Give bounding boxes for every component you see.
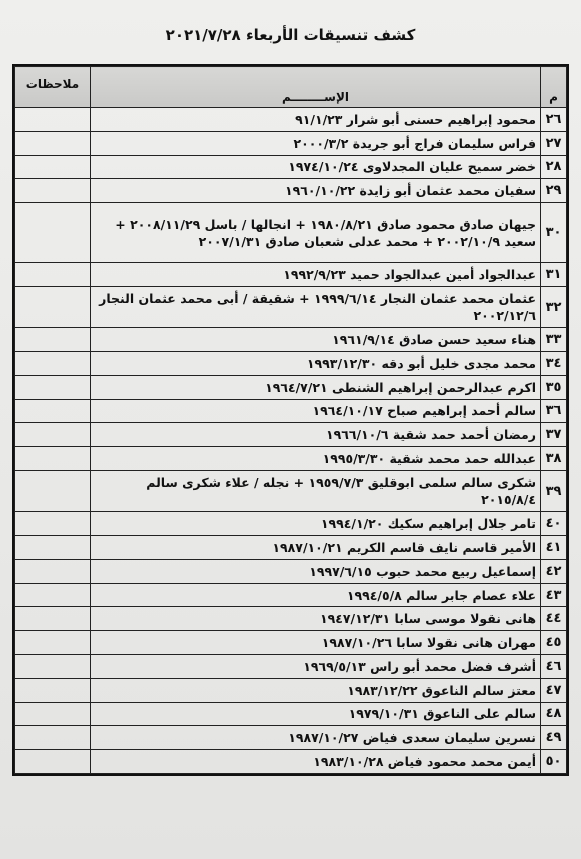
row-notes bbox=[15, 512, 91, 536]
row-notes bbox=[15, 631, 91, 655]
row-notes bbox=[15, 654, 91, 678]
row-number: ٤٣ bbox=[541, 583, 567, 607]
table-row bbox=[15, 203, 567, 263]
row-number: ٥٠ bbox=[541, 750, 567, 774]
table-row bbox=[15, 108, 567, 132]
table-row bbox=[15, 470, 567, 511]
row-notes bbox=[15, 726, 91, 750]
table-row bbox=[15, 155, 567, 179]
row-number: ٣١ bbox=[541, 263, 567, 287]
row-notes bbox=[15, 328, 91, 352]
row-number: ٣٦ bbox=[541, 399, 567, 423]
row-name: هانى نقولا موسى سابا ١٩٤٧/١٢/٣١ bbox=[91, 607, 541, 631]
table-row bbox=[15, 583, 567, 607]
row-notes bbox=[15, 155, 91, 179]
row-number: ٤٤ bbox=[541, 607, 567, 631]
names-table bbox=[14, 66, 567, 774]
row-notes bbox=[15, 352, 91, 376]
row-name: معتز سالم الناعوق ١٩٨٣/١٢/٢٢ bbox=[91, 678, 541, 702]
row-name: عبدالجواد أمين عبدالجواد حميد ١٩٩٢/٩/٢٣ bbox=[91, 263, 541, 287]
table-row bbox=[15, 631, 567, 655]
row-notes bbox=[15, 447, 91, 471]
row-name: هناء سعيد حسن صادق ١٩٦١/٩/١٤ bbox=[91, 328, 541, 352]
table-row bbox=[15, 328, 567, 352]
table-row bbox=[15, 131, 567, 155]
row-name: علاء عصام جابر سالم ١٩٩٤/٥/٨ bbox=[91, 583, 541, 607]
row-name: جيهان صادق محمود صادق ١٩٨٠/٨/٢١ + انجالها / باسل ٢٠٠٨/١١/٢٩ + سعيد ٢٠٠٢/١٠/٩ + محمد عدلى شعبان صادق ٢٠٠٧/١/٣١ bbox=[91, 203, 541, 263]
header-number: م bbox=[541, 67, 567, 108]
row-number: ٣٩ bbox=[541, 470, 567, 511]
row-notes bbox=[15, 678, 91, 702]
row-name: اكرم عبدالرحمن إبراهيم الشنطى ١٩٦٤/٧/٢١ bbox=[91, 375, 541, 399]
row-number: ٤٢ bbox=[541, 559, 567, 583]
names-table-frame bbox=[12, 64, 569, 776]
table-row bbox=[15, 536, 567, 560]
table-header-row bbox=[15, 67, 567, 108]
row-number: ٢٩ bbox=[541, 179, 567, 203]
row-notes bbox=[15, 203, 91, 263]
row-number: ٣٠ bbox=[541, 203, 567, 263]
row-number: ٣٣ bbox=[541, 328, 567, 352]
table-row bbox=[15, 263, 567, 287]
row-notes bbox=[15, 375, 91, 399]
header-name: الإســــــــم bbox=[91, 67, 541, 108]
row-number: ٤٠ bbox=[541, 512, 567, 536]
table-row bbox=[15, 559, 567, 583]
table-row bbox=[15, 179, 567, 203]
row-notes bbox=[15, 607, 91, 631]
row-name: سالم على الناعوق ١٩٧٩/١٠/٣١ bbox=[91, 702, 541, 726]
row-notes bbox=[15, 286, 91, 327]
table-row bbox=[15, 512, 567, 536]
row-number: ٤٥ bbox=[541, 631, 567, 655]
table-row bbox=[15, 286, 567, 327]
row-notes bbox=[15, 399, 91, 423]
row-notes bbox=[15, 263, 91, 287]
header-notes: ملاحظات bbox=[15, 67, 91, 108]
row-notes bbox=[15, 470, 91, 511]
row-number: ٤٧ bbox=[541, 678, 567, 702]
row-name: سفيان محمد عثمان أبو زايدة ١٩٦٠/١٠/٢٢ bbox=[91, 179, 541, 203]
table-row bbox=[15, 702, 567, 726]
row-number: ٣٥ bbox=[541, 375, 567, 399]
table-row bbox=[15, 447, 567, 471]
table-row bbox=[15, 678, 567, 702]
table-row bbox=[15, 375, 567, 399]
table-row bbox=[15, 423, 567, 447]
row-number: ٣٧ bbox=[541, 423, 567, 447]
row-name: شكرى سالم سلمى ابوقليق ١٩٥٩/٧/٣ + نجله / علاء شكرى سالم ٢٠١٥/٨/٤ bbox=[91, 470, 541, 511]
row-name: سالم أحمد إبراهيم صباح ١٩٦٤/١٠/١٧ bbox=[91, 399, 541, 423]
row-notes bbox=[15, 750, 91, 774]
table-row bbox=[15, 750, 567, 774]
row-notes bbox=[15, 536, 91, 560]
row-number: ٣٢ bbox=[541, 286, 567, 327]
row-name: فراس سليمان فراج أبو جريدة ٢٠٠٠/٣/٢ bbox=[91, 131, 541, 155]
row-notes bbox=[15, 702, 91, 726]
row-notes bbox=[15, 108, 91, 132]
row-name: أشرف فضل محمد أبو راس ١٩٦٩/٥/١٣ bbox=[91, 654, 541, 678]
row-notes bbox=[15, 131, 91, 155]
document-title: كشف تنسيقات الأربعاء ٢٠٢١/٧/٢٨ bbox=[165, 26, 416, 44]
row-name: الأمير قاسم نايف قاسم الكريم ١٩٨٧/١٠/٢١ bbox=[91, 536, 541, 560]
row-name: محمد مجدى خليل أبو دقه ١٩٩٣/١٢/٣٠ bbox=[91, 352, 541, 376]
row-name: خضر سميح عليان المجدلاوى ١٩٧٤/١٠/٢٤ bbox=[91, 155, 541, 179]
row-notes bbox=[15, 583, 91, 607]
row-name: محمود إبراهيم حسنى أبو شرار ٩١/١/٢٣ bbox=[91, 108, 541, 132]
row-number: ٢٦ bbox=[541, 108, 567, 132]
row-name: مهران هانى نقولا سابا ١٩٨٧/١٠/٢٦ bbox=[91, 631, 541, 655]
table-body bbox=[15, 108, 567, 774]
table-row bbox=[15, 654, 567, 678]
row-number: ٤٩ bbox=[541, 726, 567, 750]
row-number: ٤١ bbox=[541, 536, 567, 560]
table-row bbox=[15, 607, 567, 631]
row-name: أيمن محمد محمود فياض ١٩٨٣/١٠/٢٨ bbox=[91, 750, 541, 774]
row-notes bbox=[15, 423, 91, 447]
row-name: تامر جلال إبراهيم سكيك ١٩٩٤/١/٢٠ bbox=[91, 512, 541, 536]
row-number: ٣٤ bbox=[541, 352, 567, 376]
row-name: رمضان أحمد حمد شقية ١٩٦٦/١٠/٦ bbox=[91, 423, 541, 447]
row-number: ٣٨ bbox=[541, 447, 567, 471]
row-number: ٤٨ bbox=[541, 702, 567, 726]
row-number: ٢٧ bbox=[541, 131, 567, 155]
table-row bbox=[15, 726, 567, 750]
row-notes bbox=[15, 559, 91, 583]
row-number: ٢٨ bbox=[541, 155, 567, 179]
row-name: عبدالله حمد محمد شقية ١٩٩٥/٣/٣٠ bbox=[91, 447, 541, 471]
row-name: عثمان محمد عثمان النجار ١٩٩٩/٦/١٤ + شقيقة / أبى محمد عثمان النجار ٢٠٠٢/١٢/٦ bbox=[91, 286, 541, 327]
row-notes bbox=[15, 179, 91, 203]
row-name: نسرين سليمان سعدى فياض ١٩٨٧/١٠/٢٧ bbox=[91, 726, 541, 750]
table-row bbox=[15, 352, 567, 376]
row-number: ٤٦ bbox=[541, 654, 567, 678]
row-name: إسماعيل ربيع محمد حبوب ١٩٩٧/٦/١٥ bbox=[91, 559, 541, 583]
table-row bbox=[15, 399, 567, 423]
